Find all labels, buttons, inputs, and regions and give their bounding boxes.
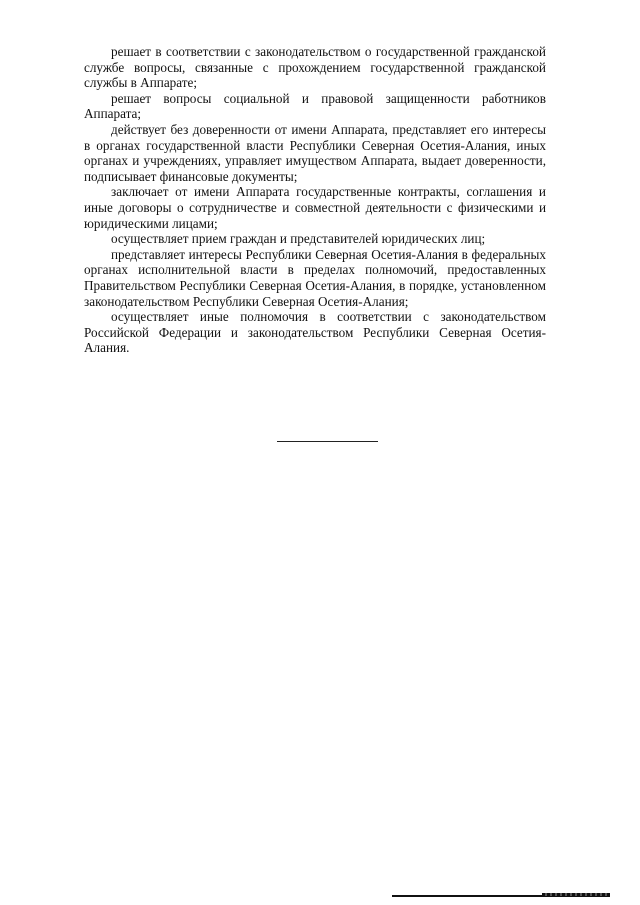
end-divider-line [277,441,378,442]
paragraph-representation: действует без доверенности от имени Аппарата, представляет его интересы в органах государственной власти Республики Северная Осетия-Алания, иных органах и учреждениях, управляет имуществом Аппарата, выдает доверенности, подписывает финансовые документы; [84,121,546,184]
document-body [84,44,546,356]
paragraph-citizen-reception: осуществляет прием граждан и представителей юридических лиц; [111,231,486,247]
paragraph-civil-service: решает в соответствии с законодательством о государственной гражданской службе вопросы, связанные с прохождением государственной гражданской службы в Аппарате; [84,44,546,91]
paragraph-other-powers: осуществляет иные полномочия в соответствии с законодательством Российской Федерации и законодательством Республики Северная Осетия-Алания. [84,309,546,356]
paragraph-contracts: заключает от имени Аппарата государственные контракты, соглашения и иные договоры о сотрудничестве и совместной деятельности с физическими и юридическими лицами; [84,184,546,231]
scan-edge-mark [542,893,610,896]
paragraph-federal-representation: представляет интересы Республики Северная Осетия-Алания в федеральных органах исполнительной власти в пределах полномочий, предоставленных Правительством Республики Северная Осетия-Алания, в порядке, установленном законодательством Республики Северная Осетия-Алания; [84,246,546,309]
paragraph-social-protection: решает вопросы социальной и правовой защищенности работников Аппарата; [84,90,546,122]
